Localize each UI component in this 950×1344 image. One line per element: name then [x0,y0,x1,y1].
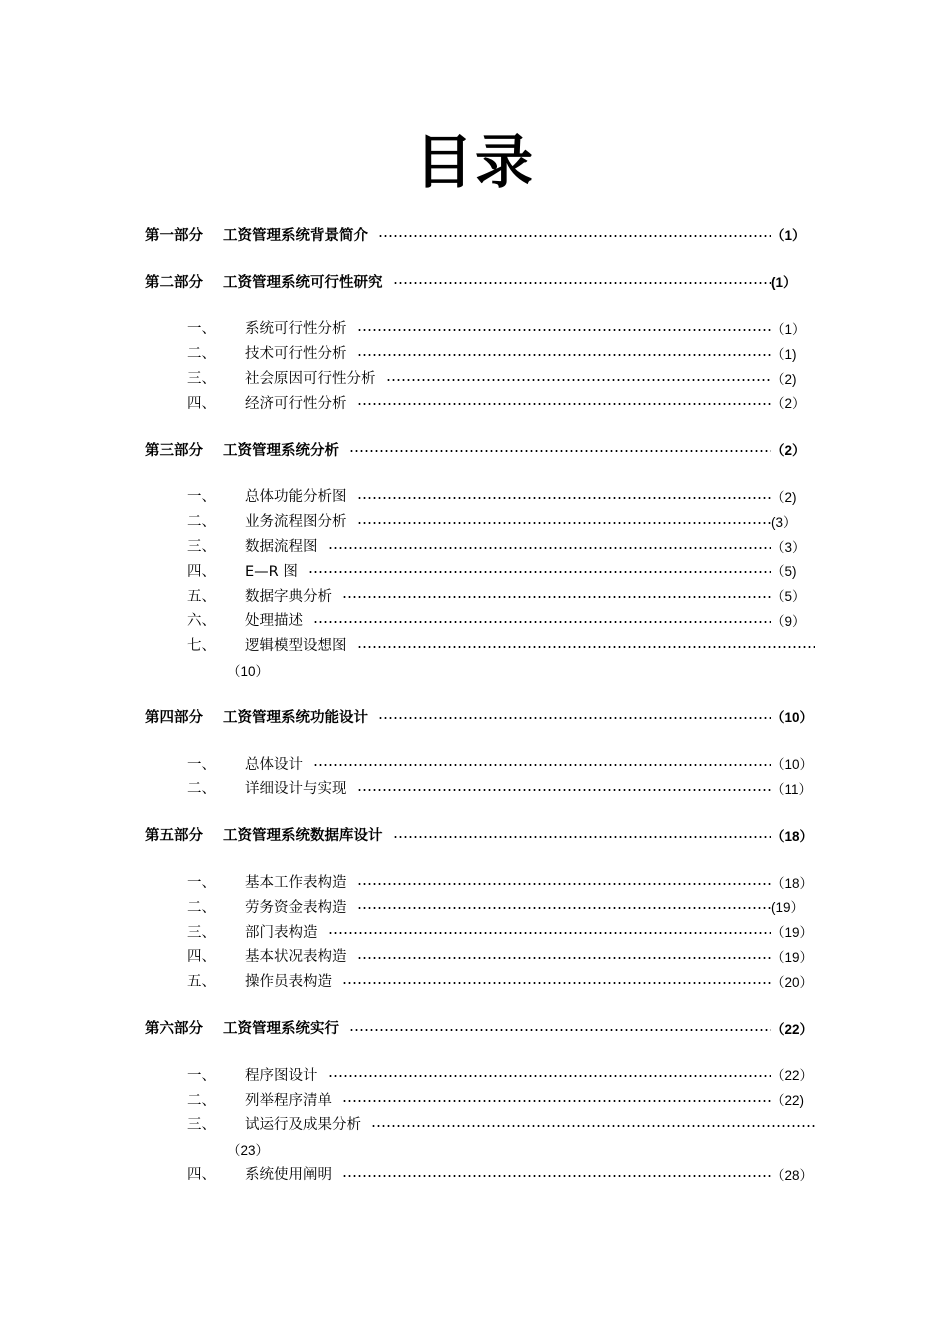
part-prefix: 第五部分 [145,828,203,845]
toc-item-wrapped-page [145,657,815,682]
toc-item[interactable] [145,558,815,583]
item-title: 总体功能分析图 [245,489,347,506]
page-number: （19） [771,925,814,941]
leader-dots [371,1117,815,1131]
leader-dots [378,227,771,241]
leader-dots [313,613,771,627]
item-prefix: 一、 [187,1067,216,1084]
item-prefix: 三、 [187,924,216,941]
item-title: 部门表构造 [245,924,318,941]
toc-item[interactable] [145,632,815,657]
page-number: （1） [771,321,806,337]
item-title: 数据流程图 [245,539,318,556]
item-title: 经济可行性分析 [245,395,347,412]
page-number: (19） [771,900,805,916]
toc-part-4[interactable] [145,704,815,729]
leader-dots [357,321,772,335]
part-prefix: 第三部分 [145,442,203,459]
page-number: （10） [771,710,814,726]
item-prefix: 二、 [187,346,216,363]
leader-dots [349,1021,771,1035]
item-prefix: 四、 [187,1167,216,1183]
part-title: 工资管理系统分析 [223,442,339,459]
item-title: E—R 图 [245,563,298,580]
item-prefix: 三、 [187,539,216,556]
item-title: 程序图设计 [245,1067,318,1084]
leader-dots [342,1092,771,1106]
leader-dots [357,899,772,913]
toc-item[interactable] [145,390,815,415]
toc-item[interactable] [145,919,815,944]
page-number: （10） [771,757,814,773]
part-title: 工资管理系统实行 [223,1021,339,1038]
page-number: （20） [771,974,814,990]
page-number: （11） [771,781,813,797]
leader-dots [328,924,772,938]
page-number: （2） [771,443,806,459]
page-number: （22） [771,1021,814,1037]
toc-item[interactable] [145,1161,815,1186]
item-prefix: 四、 [187,563,216,580]
leader-dots [393,828,772,842]
page-number: （9） [771,613,806,629]
item-title: 基本状况表构造 [245,949,347,966]
leader-dots [328,539,772,553]
toc-item[interactable] [145,751,815,776]
table-of-contents [145,222,815,1186]
leader-dots [357,346,772,360]
leader-dots [308,563,771,577]
page-number: （19） [771,949,814,965]
toc-part-3[interactable] [145,437,815,462]
item-title: 试运行及成果分析 [245,1117,361,1134]
leader-dots [342,588,771,602]
toc-item[interactable] [145,508,815,533]
leader-dots [357,514,772,528]
leader-dots [386,371,772,385]
item-prefix: 二、 [187,899,216,916]
page-number: （10） [227,663,270,679]
part-prefix: 第四部分 [145,709,203,726]
leader-dots [349,442,771,456]
part-title: 工资管理系统背景简介 [223,227,368,244]
item-prefix: 一、 [187,321,216,338]
item-prefix: 七、 [187,638,216,655]
item-title: 操作员表构造 [245,974,332,991]
item-prefix: 五、 [187,974,216,991]
item-prefix: 一、 [187,489,216,506]
item-prefix: 二、 [187,781,216,798]
toc-item[interactable] [145,533,815,558]
page-number: （28） [771,1167,814,1183]
toc-item[interactable] [145,944,815,969]
item-prefix: 四、 [187,949,216,966]
part-prefix: 第六部分 [145,1021,203,1038]
item-title: 数据字典分析 [245,588,332,605]
toc-item-wrapped-page [145,1136,815,1161]
toc-item[interactable] [145,316,815,341]
item-title: 列举程序清单 [245,1092,332,1109]
item-prefix: 六、 [187,613,216,630]
page-number: （22) [771,1093,805,1109]
item-prefix: 一、 [187,756,216,773]
leader-dots [378,709,771,723]
leader-dots [342,974,771,988]
page-number: （1） [771,228,806,244]
page-number: （2) [771,489,797,505]
page-number: （5) [771,564,797,580]
toc-item[interactable] [145,365,815,390]
leader-dots [313,756,771,770]
item-prefix: 三、 [187,371,216,388]
leader-dots [357,875,772,889]
part-prefix: 第二部分 [145,274,203,291]
toc-item[interactable] [145,1062,815,1087]
item-prefix: 三、 [187,1117,216,1134]
toc-item[interactable] [145,340,815,365]
item-title: 逻辑模型设想图 [245,638,347,655]
toc-item[interactable] [145,484,815,509]
item-title: 总体设计 [245,756,303,773]
page-number: （1) [771,346,797,362]
toc-part-6[interactable] [145,1015,815,1040]
leader-dots [357,489,772,503]
item-prefix: 四、 [187,395,216,412]
part-title: 工资管理系统可行性研究 [223,274,383,291]
item-title: 劳务资金表构造 [245,899,347,916]
page-number: （18） [771,875,814,891]
leader-dots [357,781,772,795]
item-title: 系统可行性分析 [245,321,347,338]
item-prefix: 一、 [187,875,216,892]
toc-item[interactable] [145,608,815,633]
page-number: （2） [771,396,806,412]
toc-part-2[interactable] [145,269,815,294]
toc-item[interactable] [145,894,815,919]
item-prefix: 五、 [187,588,216,605]
page-title: 目录 [414,128,535,196]
toc-item[interactable] [145,583,815,608]
page-number: （18） [771,828,814,844]
toc-part-1[interactable] [145,222,815,247]
toc-item[interactable] [145,869,815,894]
part-prefix: 第一部分 [145,227,203,244]
page-number: （22） [771,1068,814,1084]
toc-item[interactable] [145,776,815,801]
part-title: 工资管理系统功能设计 [223,709,368,726]
item-title: 技术可行性分析 [245,346,347,363]
page-number: （23） [227,1142,270,1158]
toc-part-5[interactable] [145,822,815,847]
item-title: 处理描述 [245,613,303,630]
page-number: （3） [771,539,806,555]
leader-dots [357,638,816,652]
page-number: (1） [771,275,797,291]
leader-dots [357,395,772,409]
item-title: 社会原因可行性分析 [245,371,376,388]
page-number: （5） [771,589,806,605]
toc-item[interactable] [145,968,815,993]
leader-dots [393,274,772,288]
item-title: 业务流程图分析 [245,514,347,531]
leader-dots [357,949,772,963]
part-title: 工资管理系统数据库设计 [223,828,383,845]
toc-item[interactable] [145,1087,815,1112]
item-title: 基本工作表构造 [245,875,347,892]
item-title: 系统使用阐明 [245,1167,332,1183]
toc-item[interactable] [145,1112,815,1137]
item-prefix: 二、 [187,514,216,531]
item-prefix: 二、 [187,1092,216,1109]
leader-dots [342,1167,771,1181]
leader-dots [328,1067,772,1081]
page-number: （2) [771,371,797,387]
item-title: 详细设计与实现 [245,781,347,798]
page-number: (3） [771,514,797,530]
